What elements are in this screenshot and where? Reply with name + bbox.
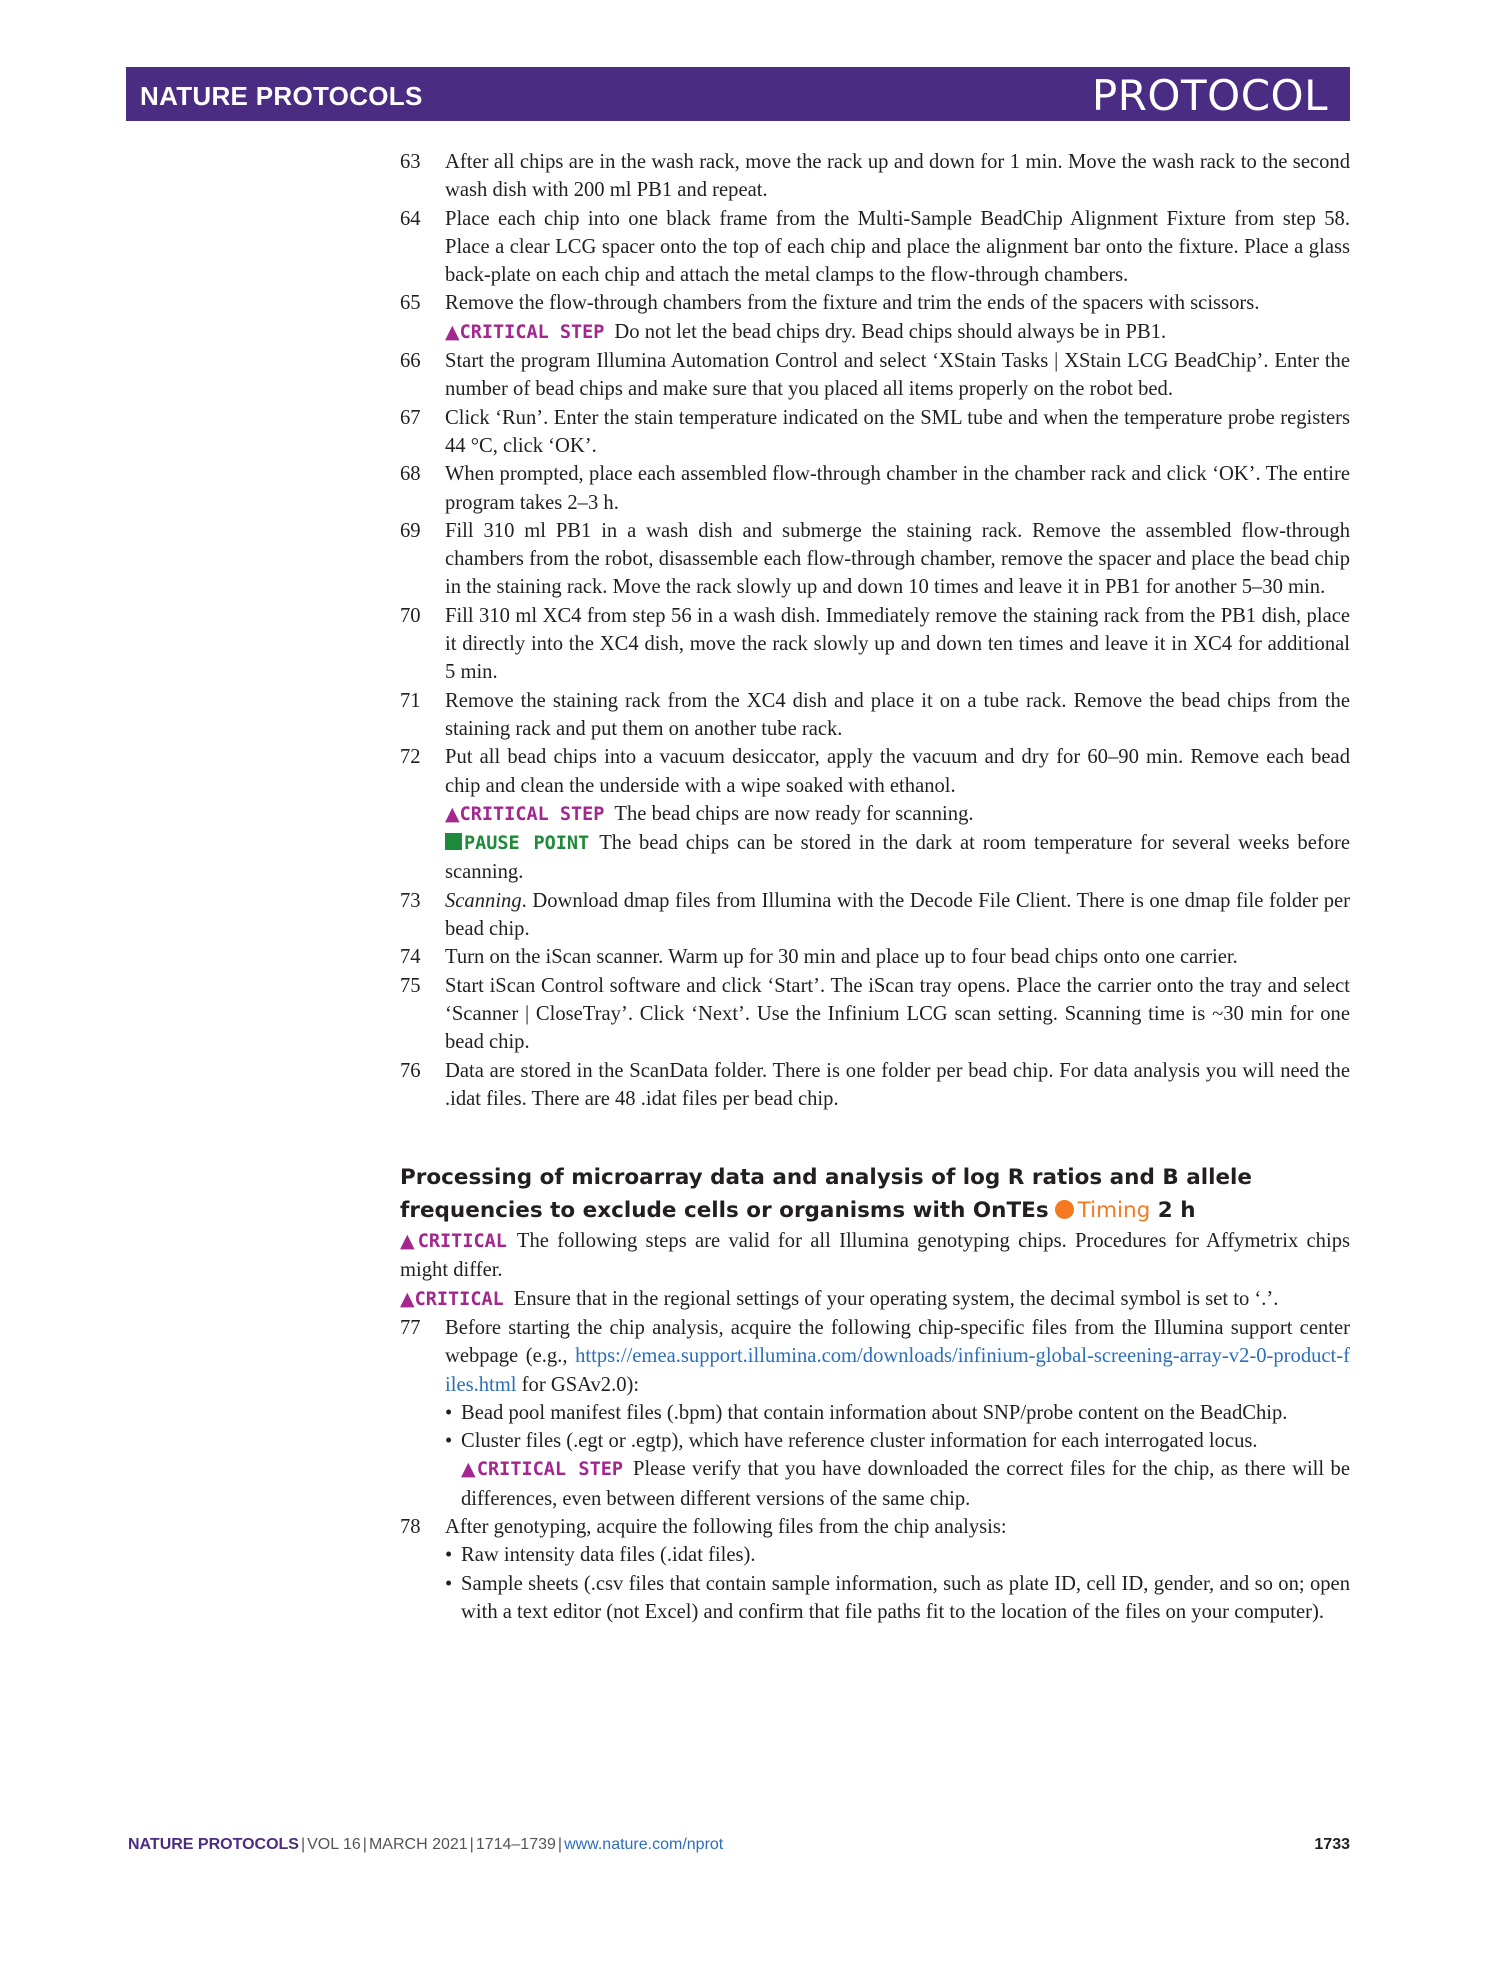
step-number: 78 [400, 1516, 421, 1539]
step-number: 76 [400, 1059, 421, 1082]
timing-label: Timing [1077, 1198, 1151, 1224]
step-text-tail: for GSAv2.0): [516, 1373, 640, 1396]
step-76 [400, 1057, 1350, 1114]
critical-text: Please verify that you have downloaded the correct files for the chip, as there will be differences, even between different versions of the same chip. [461, 1458, 1350, 1510]
pause-label: PAUSE POINT [464, 833, 590, 855]
list-item [445, 1541, 1350, 1569]
step-77-bullets [400, 1399, 1350, 1513]
section-title: Processing of microarray data and analysis of log R ratios and B allele frequencies to exclude cells or organisms with OnTEs [400, 1165, 1253, 1224]
step-text: Fill 310 ml PB1 in a wash dish and submerge the staining rack. Remove the assembled flow-through chambers from the robot, disassemble each flow-through chamber, remove the spacer and place the bead chip in the staining rack. Move the rack slowly up and down 10 times and leave it in PB1 for another 5–30 min. [445, 519, 1350, 599]
pause-square-icon [445, 833, 462, 850]
step-78-bullets [400, 1541, 1350, 1626]
footer-volume: VOL 16 [307, 1836, 361, 1853]
warning-triangle-icon: ▲ [400, 1287, 415, 1310]
step-number: 66 [400, 350, 421, 373]
step-75 [400, 972, 1350, 1057]
step-number: 64 [400, 207, 421, 230]
list-item-text: Cluster files (.egt or .egtp), which have reference cluster information for each interrogated locus. [461, 1430, 1258, 1453]
step-text: After all chips are in the wash rack, move the rack up and down for 1 min. Move the wash rack to the second wash dish with 200 ml PB1 and repeat. [445, 151, 1350, 202]
step-text: Place each chip into one black frame from the Multi-Sample BeadChip Alignment Fixture from step 58. Place a clear LCG spacer onto the top of each chip and place the alignment bar onto the fixture. Place a glass back-plate on each chip and attach the metal clamps to the flow-through chambers. [445, 207, 1350, 287]
step-number: 73 [400, 889, 421, 912]
footer-date: MARCH 2021 [368, 1836, 468, 1853]
footer-pages: 1714–1739 [475, 1836, 556, 1853]
step-text: Data are stored in the ScanData folder. There is one folder per bead chip. For data analysis you will need the .idat files. There are 48 .idat files per bead chip. [445, 1059, 1350, 1110]
bullet-icon: • [445, 1401, 453, 1424]
list-item [445, 1427, 1350, 1455]
footer-url-link[interactable]: www.nature.com/nprot [564, 1836, 724, 1853]
step-text: Click ‘Run’. Enter the stain temperature indicated on the SML tube and when the temperature probe registers 44 °C, click ‘OK’. [445, 406, 1350, 457]
bullet-icon: • [445, 1572, 453, 1595]
step-text: Remove the flow-through chambers from the fixture and trim the ends of the spacers with scissors. [445, 292, 1260, 315]
step-72 [400, 743, 1350, 800]
critical-text: Ensure that in the regional settings of your operating system, the decimal symbol is set to ‘.’. [513, 1287, 1279, 1310]
article-type: PROTOCOL [1091, 71, 1328, 120]
step-67 [400, 404, 1350, 461]
critical-step-65 [400, 318, 1350, 347]
step-text: . Download dmap files from Illumina with the Decode File Client. There is one dmap file folder per bead chip. [445, 889, 1350, 941]
pause-point-72 [400, 829, 1350, 887]
journal-header-bar [126, 67, 1350, 121]
journal-name: NATURE PROTOCOLS [140, 81, 423, 111]
warning-triangle-icon: ▲ [461, 1458, 477, 1481]
page-footer: NATURE PROTOCOLS | VOL 16 | MARCH 2021 | 1714–1739 | www.nature.com/nprot 1733 [128, 1836, 1350, 1853]
step-number: 75 [400, 974, 421, 997]
step-69 [400, 517, 1350, 602]
step-number: 70 [400, 604, 421, 627]
critical-label: CRITICAL [414, 1288, 504, 1310]
step-71 [400, 687, 1350, 744]
step-number: 68 [400, 463, 421, 486]
step-65 [400, 289, 1350, 317]
step-number: 67 [400, 406, 421, 429]
step-number: 71 [400, 689, 421, 712]
critical-label: CRITICAL STEP [459, 803, 605, 825]
step-68 [400, 460, 1350, 517]
critical-text: Do not let the bead chips dry. Bead chips should always be in PB1. [614, 320, 1167, 343]
step-number: 72 [400, 746, 421, 769]
step-63 [400, 148, 1350, 205]
step-66 [400, 347, 1350, 404]
warning-triangle-icon: ▲ [445, 802, 460, 825]
critical-label: CRITICAL STEP [476, 1459, 623, 1481]
step-text: Fill 310 ml XC4 from step 56 in a wash dish. Immediately remove the staining rack from the PB1 dish, place it directly into the XC4 dish, move the rack slowly up and down ten times and leave it in XC4 for additional 5 min. [445, 604, 1350, 684]
critical-label: CRITICAL STEP [459, 321, 605, 343]
critical-text: The following steps are valid for all Illumina genotyping chips. Procedures for Affymetrix chips might differ. [400, 1230, 1350, 1282]
step-number: 69 [400, 519, 421, 542]
step-78 [400, 1513, 1350, 1541]
step-number: 65 [400, 292, 421, 315]
step-74 [400, 943, 1350, 971]
critical-note-1 [400, 1227, 1350, 1285]
step-text: Start the program Illumina Automation Control and select ‘XStain Tasks | XStain LCG BeadChip’. Enter the number of bead chips and make sure that you placed all items properly on the robot bed. [445, 350, 1350, 401]
step-70 [400, 602, 1350, 687]
step-italic-heading: Scanning [445, 889, 522, 912]
step-text: When prompted, place each assembled flow-through chamber in the chamber rack and click ‘OK’. The entire program takes 2–3 h. [445, 463, 1350, 514]
timing-dot-icon [1055, 1200, 1074, 1219]
critical-label: CRITICAL [417, 1231, 507, 1253]
critical-text: The bead chips are now ready for scanning. [614, 802, 974, 825]
step-text: Remove the staining rack from the XC4 dish and place it on a tube rack. Remove the bead chips from the staining rack and put them on another tube rack. [445, 689, 1350, 740]
step-64 [400, 205, 1350, 290]
step-number: 77 [400, 1316, 421, 1339]
warning-triangle-icon: ▲ [400, 1230, 418, 1253]
list-item-text: Sample sheets (.csv files that contain sample information, such as plate ID, cell ID, gender, and so on; open with a text editor (not Excel) and confirm that file paths fit to the location of the files on your computer). [461, 1572, 1350, 1623]
list-item [445, 1399, 1350, 1427]
pause-text: The bead chips can be stored in the dark at room temperature for several weeks before scanning. [445, 832, 1350, 884]
list-item-text: Raw intensity data files (.idat files). [461, 1544, 756, 1567]
step-text: Turn on the iScan scanner. Warm up for 30 min and place up to four bead chips onto one carrier. [445, 946, 1238, 969]
step-text: Put all bead chips into a vacuum desiccator, apply the vacuum and dry for 60–90 min. Remove each bead chip and clean the underside with a wipe soaked with ethanol. [445, 746, 1350, 797]
critical-step-72 [400, 800, 1350, 829]
warning-triangle-icon: ▲ [445, 320, 460, 343]
bullet-icon: • [445, 1544, 453, 1567]
section-heading [400, 1161, 1350, 1227]
protocol-body [400, 148, 1350, 1626]
critical-note-2 [400, 1285, 1350, 1314]
illumina-support-link[interactable]: https://emea.support.illumina.com/downloads/infinium-global-screening-array-v2-0-product-files.html [445, 1345, 1350, 1396]
list-item-text: Bead pool manifest files (.bpm) that contain information about SNP/probe content on the BeadChip. [461, 1401, 1288, 1424]
footer-journal: NATURE PROTOCOLS [128, 1836, 299, 1853]
step-77 [400, 1314, 1350, 1399]
step-number: 63 [400, 151, 421, 173]
step-number: 74 [400, 946, 421, 969]
timing-value: 2 h [1157, 1198, 1196, 1224]
step-text: After genotyping, acquire the following files from the chip analysis: [445, 1516, 1007, 1539]
step-73 [400, 887, 1350, 944]
step-text: Before starting the chip analysis, acquire the following chip-specific files from the Illumina support center webpage (e.g., [445, 1316, 1350, 1368]
step-text: Start iScan Control software and click ‘Start’. The iScan tray opens. Place the carrier onto the tray and select ‘Scanner | CloseTray’. Click ‘Next’. Use the Infinium LCG scan setting. Scanning time is ~30 min for one bead chip. [445, 974, 1350, 1054]
bullet-icon: • [445, 1430, 453, 1453]
page-number: 1733 [1314, 1836, 1350, 1853]
list-item [445, 1570, 1350, 1627]
critical-step-77 [445, 1455, 1350, 1513]
